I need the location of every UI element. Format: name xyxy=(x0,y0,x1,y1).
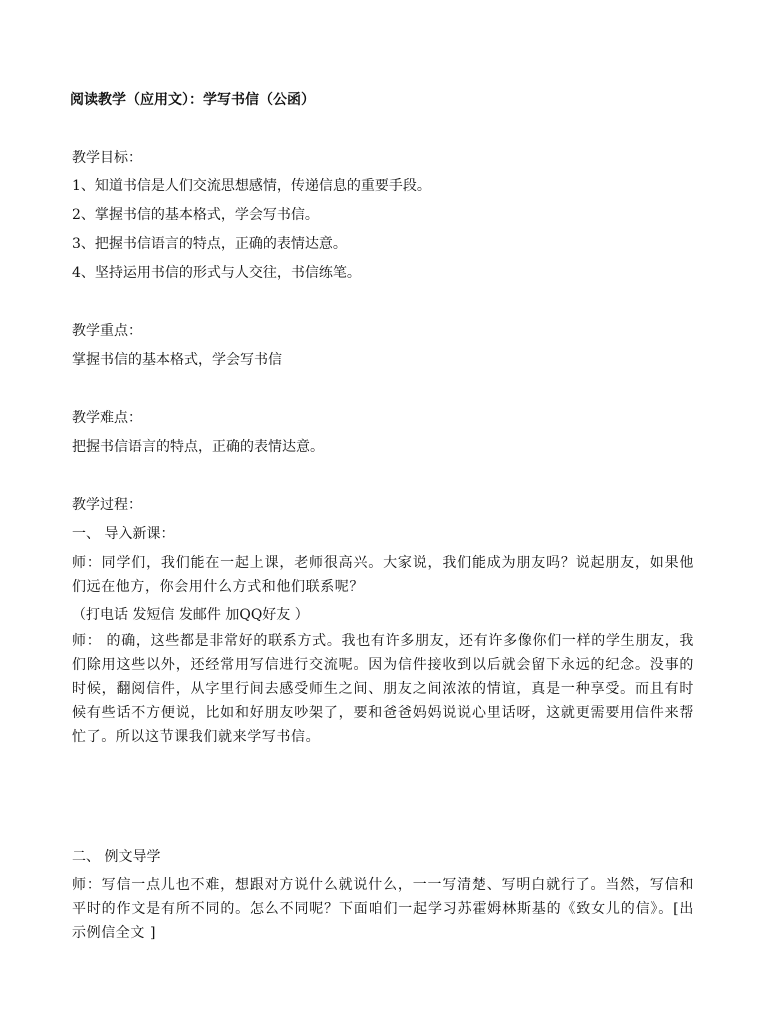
process-heading: 教学过程： xyxy=(72,497,142,513)
paragraph: （打电话 发短信 发邮件 加QQ好友 ） xyxy=(72,607,309,623)
objective-item: 1、知道书信是人们交流思想感情，传递信息的重要手段。 xyxy=(72,178,431,194)
section-heading: 一、 导入新课： xyxy=(72,526,175,542)
difficulties-heading: 教学难点： xyxy=(72,410,142,426)
paragraph: 师：写信一点儿也不难，想跟对方说什么就说什么，一一写清楚、写明白就行了。当然，写信和平时的作文是有所不同的。怎么不同呢？下面咱们一起学习苏霍姆林斯基的《致女儿的信》。[出示例信全文 ] xyxy=(72,877,694,941)
key-points-text: 掌握书信的基本格式，学会写书信 xyxy=(72,352,282,368)
key-points-heading: 教学重点： xyxy=(72,323,142,339)
objective-item: 2、掌握书信的基本格式，学会写书信。 xyxy=(72,207,319,223)
paragraph: 师： 的确，这些都是非常好的联系方式。我也有许多朋友，还有许多像你们一样的学生朋友，我们除用这些以外，还经常用写信进行交流呢。因为信件接收到以后就会留下永远的纪念。没事的时候，翻阅信件，从字里行间去感受师生之间、朋友之间浓浓的情谊，真是一种享受。而且有时候有些话不方便说，比如和好朋友吵架了，要和爸爸妈妈说说心里话呀，这就更需要用信件来帮忙了。所以这节课我们就来学写书信。 xyxy=(72,633,694,745)
objectives-heading: 教学目标： xyxy=(72,150,142,166)
paragraph: 师：同学们，我们能在一起上课，老师很高兴。大家说，我们能成为朋友吗？说起朋友，如果他们远在他方，你会用什么方式和他们联系呢？ xyxy=(72,555,694,595)
objective-item: 3、把握书信语言的特点，正确的表情达意。 xyxy=(72,236,347,252)
objective-item: 4、坚持运用书信的形式与人交往，书信练笔。 xyxy=(72,265,361,281)
section-heading: 二、 例文导学 xyxy=(72,849,161,865)
difficulties-text: 把握书信语言的特点，正确的表情达意。 xyxy=(72,439,324,455)
document-title: 阅读教学（应用文）：学写书信（公函） xyxy=(70,92,315,108)
